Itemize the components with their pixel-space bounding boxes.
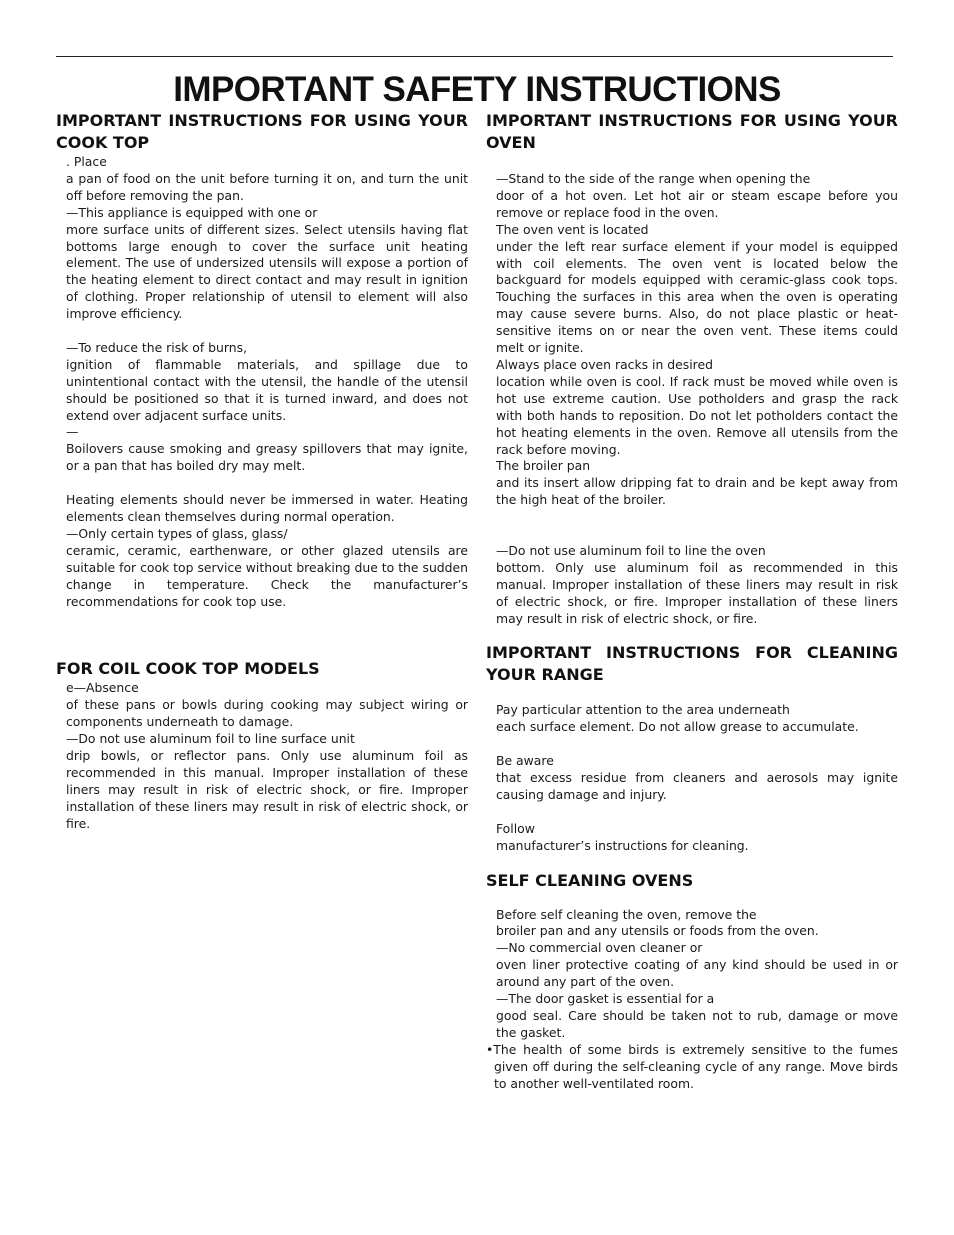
oven-paragraph-3 [496, 357, 898, 458]
cooktop-paragraph-4 [66, 424, 468, 475]
cooktop-paragraph-6 [66, 526, 468, 611]
cooktop-paragraph-1-body: a pan of food on the unit before turning it on, and turn the unit off before removing the pan. [66, 170, 468, 203]
oven-paragraph-4-body: and its insert allow dripping fat to drain and be kept away from the high heat of the broiler. [496, 475, 898, 508]
coil-paragraph-1-lead: e—Absence [66, 680, 139, 696]
oven-paragraph-3-lead: Always place oven racks in desired [496, 356, 713, 372]
top-rule [56, 56, 893, 57]
cooktop-paragraph-2-body: more surface units of different sizes. Select utensils having flat bottoms large enough to cover the surface unit heating element. The use of undersized utensils will expose a portion of the heating element to direct contact and may result in ignition of clothing. Proper relationship of utensil to element will also improve efficiency. [66, 221, 468, 322]
coil-paragraph-2-body: drip bowls, or reflector pans. Only use aluminum foil as recommended in this manual. Improper installation of these liners may result in risk of electric shock, or fire. Improper installation of these liners may result in risk of electric shock, or fire. [66, 748, 468, 831]
cleaning-paragraph-1-body: each surface element. Do not allow grease to accumulate. [496, 719, 859, 735]
selfclean-paragraph-1-lead: Before self cleaning the oven, remove the [496, 906, 757, 922]
cooktop-paragraph-4-lead: — [66, 424, 79, 440]
cooktop-paragraph-2 [66, 205, 468, 323]
selfclean-paragraph-3 [496, 991, 898, 1042]
cooktop-paragraph-3 [66, 340, 468, 425]
oven-paragraph-5-body: bottom. Only use aluminum foil as recommended in this manual. Improper installation of these liners may result in risk of electric shock, or fire. Improper installation of these liners may result in risk of electric shock, or fire. [496, 559, 898, 626]
coil-paragraph-2-lead: —Do not use aluminum foil to line surface unit [66, 731, 355, 747]
selfclean-bullet-birds: •The health of some birds is extremely sensitive to the fumes given off during the self-cleaning cycle of any range. Move birds to another well-ventilated room. [486, 1041, 898, 1091]
cleaning-paragraph-2-lead: Be aware [496, 753, 554, 769]
cooktop-paragraph-1 [66, 154, 468, 205]
selfclean-paragraph-3-body: good seal. Care should be taken not to rub, damage or move the gasket. [496, 1008, 898, 1040]
cooktop-paragraph-5-body: Heating elements should never be immersed in water. Heating elements clean themselves during normal operation. [66, 492, 468, 524]
oven-heading: IMPORTANT INSTRUCTIONS FOR USING YOUR OVEN [486, 111, 898, 152]
right-column [486, 110, 898, 1093]
selfclean-paragraph-2-lead: —No commercial oven cleaner or [496, 940, 703, 956]
selfclean-paragraph-1-body: broiler pan and any utensils or foods from the oven. [496, 923, 819, 939]
oven-paragraph-1-body: door of a hot oven. Let hot air or steam escape before you remove or replace food in the oven. [496, 187, 898, 220]
page-title: IMPORTANT SAFETY INSTRUCTIONS [173, 70, 781, 109]
cleaning-paragraph-3-body: manufacturer’s instructions for cleaning. [496, 837, 749, 853]
selfclean-heading: SELF CLEANING OVENS [486, 870, 694, 890]
cooktop-paragraph-2-lead: —This appliance is equipped with one or [66, 204, 318, 220]
cooktop-heading: IMPORTANT INSTRUCTIONS FOR USING YOUR COOK TOP [56, 111, 468, 152]
cleaning-paragraph-3-lead: Follow [496, 820, 535, 836]
cooktop-paragraph-4-body: Boilovers cause smoking and greasy spillovers that may ignite, or a pan that has boiled dry may melt. [66, 441, 468, 474]
selfclean-paragraph-2-body: oven liner protective coating of any kind should be used in or around any part of the oven. [496, 957, 898, 990]
cleaning-paragraph-3 [496, 821, 898, 855]
cooktop-paragraph-6-lead: —Only certain types of glass, glass/ [66, 525, 288, 541]
cleaning-paragraph-2-body: that excess residue from cleaners and aerosols may ignite causing damage and injury. [496, 770, 898, 802]
oven-paragraph-5 [496, 543, 898, 628]
oven-paragraph-1 [496, 171, 898, 222]
coil-heading: FOR COIL COOK TOP MODELS [56, 659, 320, 679]
cooktop-paragraph-3-body: ignition of flammable materials, and spillage due to unintentional contact with the utensil, the handle of the utensil should be positioned so that it is turned inward, and does not extend over adjacent surface units. [66, 356, 468, 423]
cleaning-paragraph-1 [496, 702, 898, 736]
oven-paragraph-2-body: under the left rear surface element if your model is equipped with coil elements. The oven vent is located below the backguard for models equipped with ceramic-glass cook tops. Touching the surfaces in this area when the oven is operating may cause severe burns. Also, do not place plastic or heat-sensitive items on or near the oven vent. These items could melt or ignite. [496, 238, 898, 356]
oven-paragraph-5-lead: —Do not use aluminum foil to line the oven [496, 542, 766, 558]
selfclean-paragraph-1 [496, 907, 898, 941]
oven-paragraph-2-lead: The oven vent is located [496, 221, 649, 237]
oven-paragraph-2 [496, 222, 898, 357]
cooktop-paragraph-6-body: ceramic, ceramic, earthenware, or other glazed utensils are suitable for cook top service without breaking due to the sudden change in temperature. Check the manufacturer’s recommendations for cook top use. [66, 542, 468, 609]
selfclean-paragraph-3-lead: —The door gasket is essential for a [496, 991, 715, 1007]
selfclean-paragraph-2 [496, 940, 898, 991]
oven-paragraph-1-lead: —Stand to the side of the range when opening the [496, 171, 811, 186]
left-column [56, 110, 468, 833]
cooktop-paragraph-1-lead: . Place [66, 154, 107, 169]
coil-paragraph-1 [66, 680, 468, 731]
oven-paragraph-4-lead: The broiler pan [496, 458, 591, 474]
cooktop-paragraph-3-lead: —To reduce the risk of burns, [66, 339, 248, 355]
oven-paragraph-4 [496, 458, 898, 509]
cleaning-paragraph-1-lead: Pay particular attention to the area underneath [496, 702, 790, 718]
cooktop-paragraph-5 [66, 492, 468, 526]
cleaning-paragraph-2 [496, 753, 898, 804]
oven-paragraph-3-body: location while oven is cool. If rack must be moved while oven is hot use extreme caution. Use potholders and grasp the rack with both hands to reposition. Do not let potholders contact the hot heating elements in the oven. Remove all utensils from the rack before moving. [496, 373, 898, 457]
cleaning-heading: IMPORTANT INSTRUCTIONS FOR CLEANING YOUR RANGE [486, 643, 898, 685]
coil-paragraph-2 [66, 731, 468, 832]
coil-paragraph-1-body: of these pans or bowls during cooking may subject wiring or components underneath to damage. [66, 697, 468, 730]
